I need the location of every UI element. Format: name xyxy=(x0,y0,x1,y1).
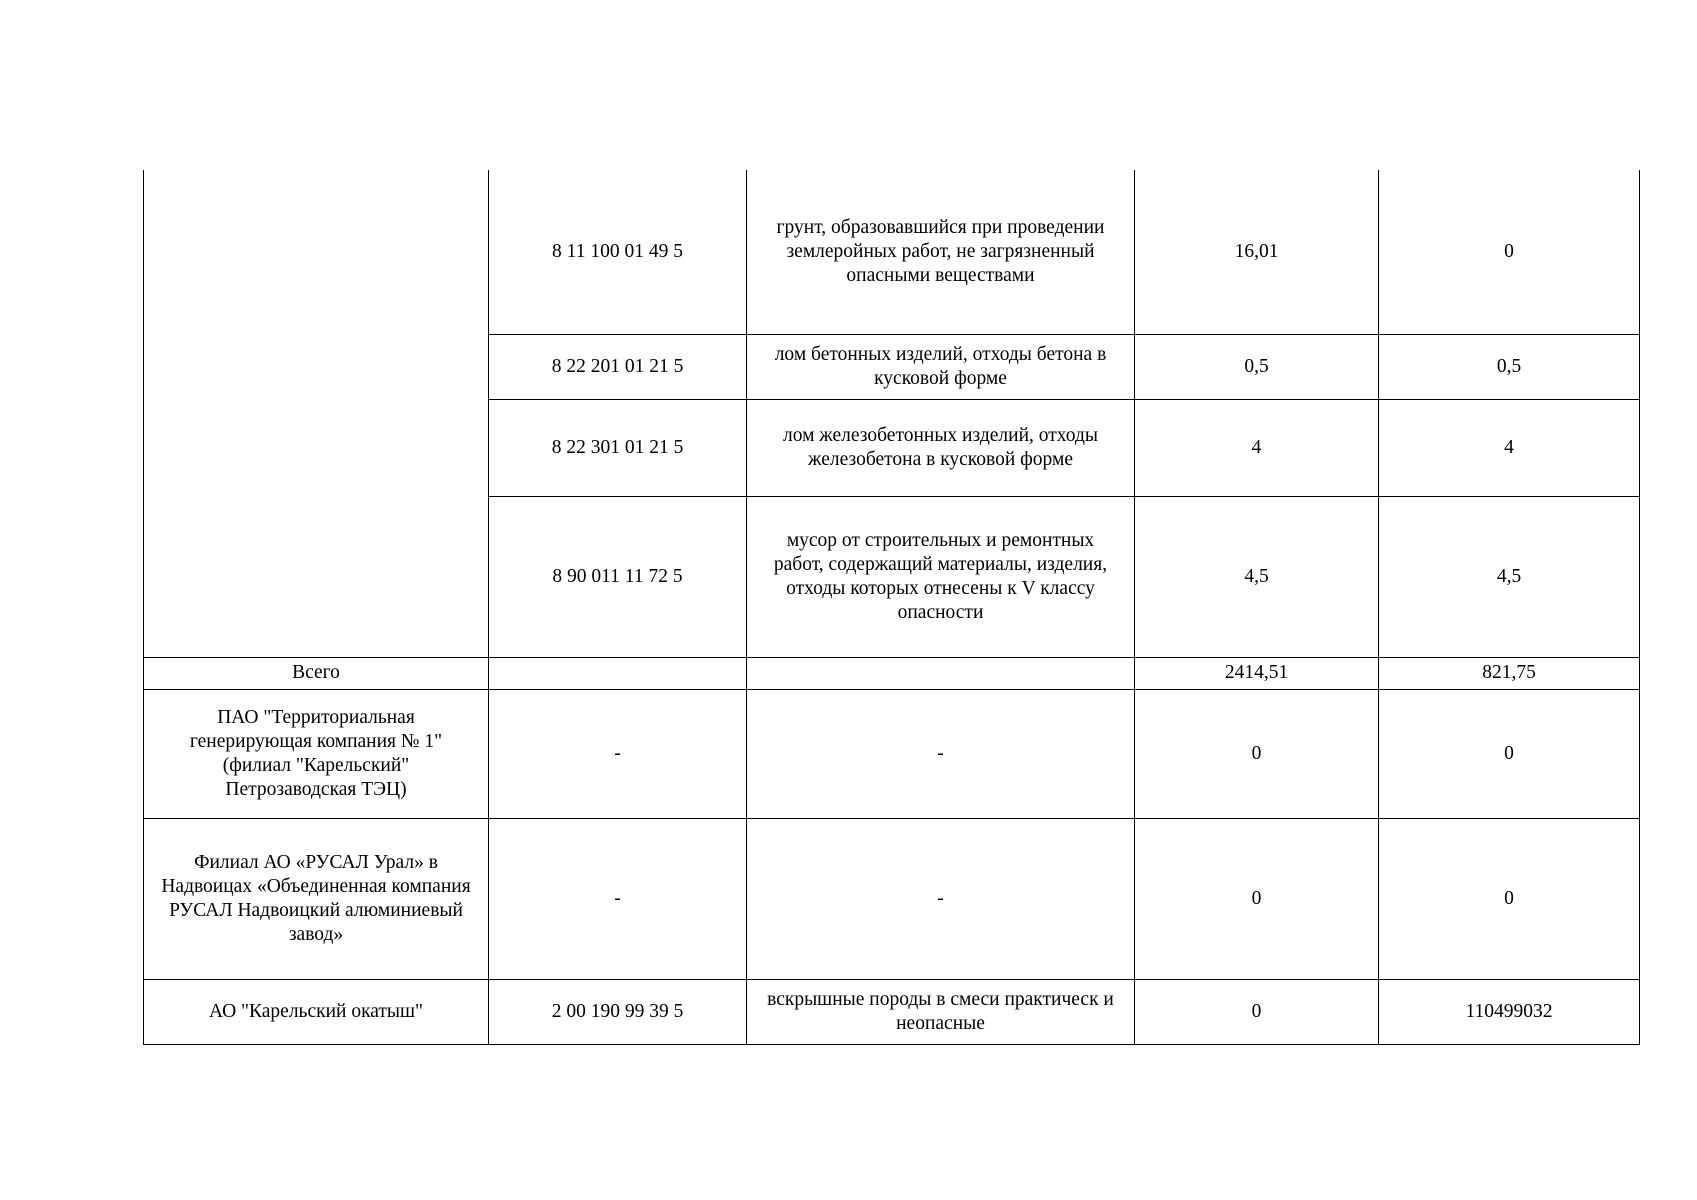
total-name-cell xyxy=(747,657,1135,689)
value-2-cell: 4 xyxy=(1379,399,1640,496)
value-1-cell: 4 xyxy=(1135,399,1379,496)
value-2-cell: 0 xyxy=(1379,818,1640,979)
waste-name-cell: лом бетонных изделий, отходы бетона в кусковой форме xyxy=(747,334,1135,399)
organization-cell: Филиал АО «РУСАЛ Урал» в Надвоицах «Объединенная компания РУСАЛ Надвоицкий алюминиевый завод» xyxy=(144,818,489,979)
table-row xyxy=(144,979,1640,1044)
value-2-cell: 0 xyxy=(1379,689,1640,818)
waste-name-cell: лом железобетонных изделий, отходы железобетона в кусковой форме xyxy=(747,399,1135,496)
organization-cell: АО "Карельский окатыш" xyxy=(144,979,489,1044)
value-2-cell: 110499032 xyxy=(1379,979,1640,1044)
waste-name-cell: - xyxy=(747,818,1135,979)
waste-name-cell: вскрышные породы в смеси практическ и неопасные xyxy=(747,979,1135,1044)
total-value-1: 2414,51 xyxy=(1135,657,1379,689)
organization-cell: ПАО "Территориальная генерирующая компания № 1" (филиал "Карельский" Петрозаводская ТЭЦ) xyxy=(144,689,489,818)
waste-code-cell: - xyxy=(489,689,747,818)
value-1-cell: 0 xyxy=(1135,689,1379,818)
value-1-cell: 0 xyxy=(1135,979,1379,1044)
value-1-cell: 0,5 xyxy=(1135,334,1379,399)
value-2-cell: 0,5 xyxy=(1379,334,1640,399)
value-1-cell: 0 xyxy=(1135,818,1379,979)
total-row xyxy=(144,657,1640,689)
total-value-2: 821,75 xyxy=(1379,657,1640,689)
waste-code-cell: - xyxy=(489,818,747,979)
waste-code-cell: 8 22 201 01 21 5 xyxy=(489,334,747,399)
waste-code-cell: 8 11 100 01 49 5 xyxy=(489,170,747,334)
waste-name-cell: грунт, образовавшийся при проведении землеройных работ, не загрязненный опасными веществами xyxy=(747,170,1135,334)
value-2-cell: 0 xyxy=(1379,170,1640,334)
waste-name-cell: - xyxy=(747,689,1135,818)
table-row xyxy=(144,170,1640,334)
waste-code-cell: 8 22 301 01 21 5 xyxy=(489,399,747,496)
table-row xyxy=(144,818,1640,979)
organization-cell xyxy=(144,170,489,657)
table-row xyxy=(144,689,1640,818)
value-1-cell: 4,5 xyxy=(1135,496,1379,657)
waste-table xyxy=(143,170,1640,1045)
total-label: Всего xyxy=(144,657,489,689)
waste-name-cell: мусор от строительных и ремонтных работ, содержащий материалы, изделия, отходы которых отнесены к V классу опасности xyxy=(747,496,1135,657)
waste-code-cell: 8 90 011 11 72 5 xyxy=(489,496,747,657)
total-code-cell xyxy=(489,657,747,689)
value-2-cell: 4,5 xyxy=(1379,496,1640,657)
value-1-cell: 16,01 xyxy=(1135,170,1379,334)
waste-code-cell: 2 00 190 99 39 5 xyxy=(489,979,747,1044)
